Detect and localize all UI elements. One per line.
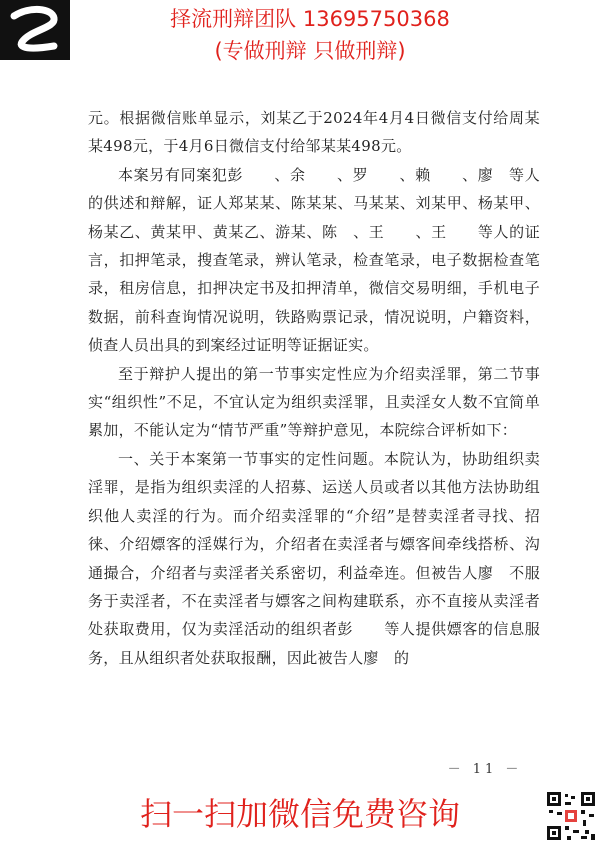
firm-logo-icon bbox=[0, 0, 70, 60]
header-title: 择流刑辩团队 13695750368 bbox=[170, 7, 450, 31]
paragraph-3: 至于辩护人提出的第一节事实定性应为介绍卖淫罪，第二节事实“组织性”不足，不宜认定为组织卖淫罪，且卖淫女人数不宜简单累加，不能认定为“情节严重”等辩护意见，本院综合评析如下： bbox=[88, 364, 540, 440]
paragraph-4: 一、关于本案第一节事实的定性问题。本院认为，协助组织卖淫罪，是指为组织卖淫的人招募、运送人员或者以其他方法协助组织他人卖淫的行为。而介绍卖淫罪的“介绍”是替卖淫者寻找、招徕、介绍嫖客的淫媒行为，介绍者在卖淫者与嫖客间牵线搭桥、沟通撮合，介绍者与卖淫者关系密切，利益牵连。但被告人廖 不服务于卖淫者，不在卖淫者与嫖客之间构建联系，亦不直接从卖淫者处获取费用，仅为卖淫活动的组织者彭 等人提供嫖客的信息服务，且从组织者处获取报酬，因此被告人廖 的 bbox=[88, 449, 540, 667]
page-number: － 11 － bbox=[447, 762, 523, 777]
paragraph-2: 本案另有同案犯彭 、余 、罗 、赖 、廖 等人的供述和辩解，证人郑某某、陈某某、马某某、刘某甲、杨某甲、杨某乙、黄某甲、黄某乙、游某、陈 、王 、王 等人的证言，扣押笔录，搜查笔录，辨认笔录，检查笔录，电子数据检查笔录，租房信息，扣押决定书及扣押清单，微信交易明细，手机电子数据，前科查询情况说明，铁路购票记录，情况说明，户籍资料，侦查人员出具的到案经过证明等证据证实。 bbox=[88, 165, 540, 355]
footer-cta: 扫一扫加微信免费咨询 bbox=[139, 795, 460, 833]
document-body bbox=[88, 104, 540, 672]
qr-code-icon[interactable] bbox=[545, 790, 597, 842]
paragraph-1: 元。根据微信账单显示，刘某乙于2024年4月4日微信支付给周某某498元，于4月6日微信支付给邹某某498元。 bbox=[88, 109, 540, 156]
header-subtitle: (专做刑辩 只做刑辩) bbox=[214, 39, 406, 63]
